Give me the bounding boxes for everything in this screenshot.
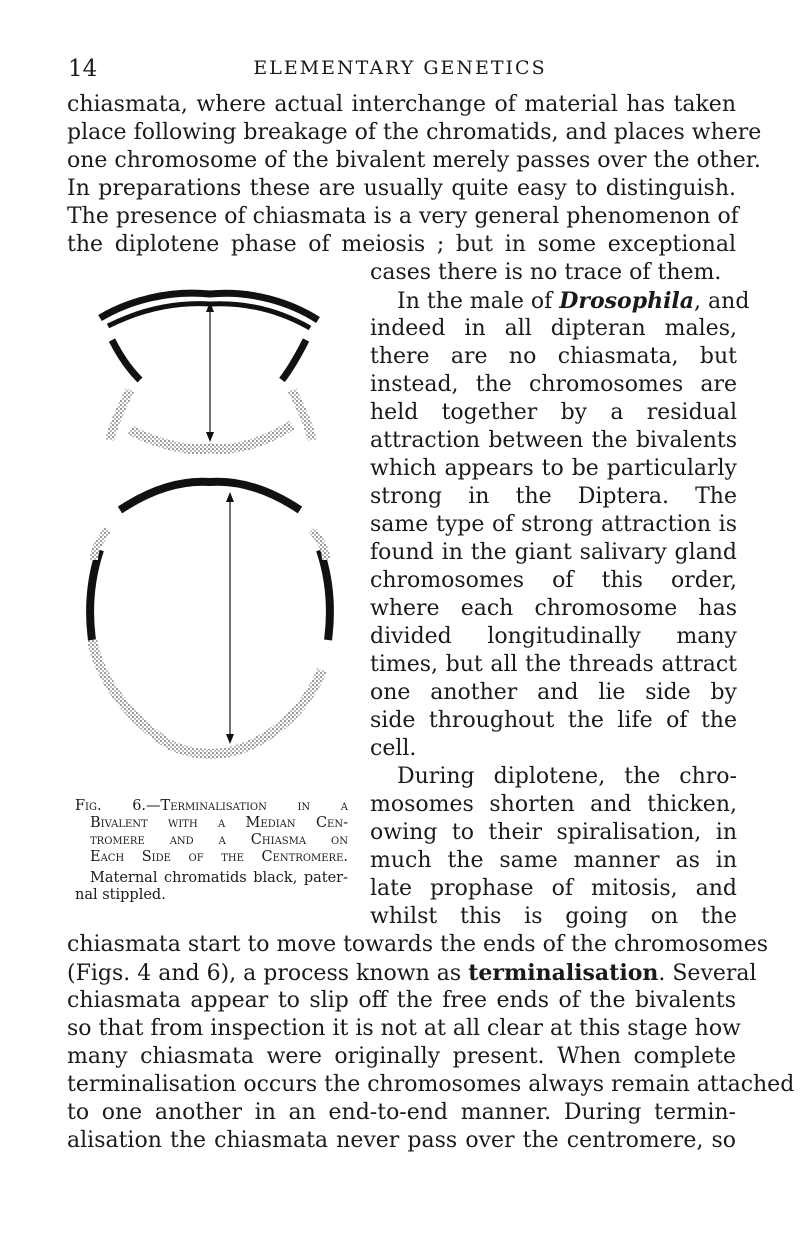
- text-line: chiasmata appear to slip off the free ends of the bivalents: [67, 988, 736, 1013]
- text-line: During diplotene, the chro-: [397, 764, 737, 789]
- text-line: attraction between the bivalents: [370, 428, 737, 453]
- text-line: cases there is no trace of them.: [370, 260, 722, 285]
- text-line: much the same manner as in: [370, 848, 737, 873]
- text-fragment: In the male of: [397, 289, 553, 314]
- text-line: to one another in an end-to-end manner. During termin-: [67, 1100, 736, 1125]
- text-line: chromosomes of this order,: [370, 568, 737, 593]
- text-line: indeed in all dipteran males,: [370, 316, 737, 341]
- text-line: place following breakage of the chromatids, and places where: [67, 120, 762, 145]
- text-line: cell.: [370, 736, 417, 761]
- text-line: owing to their spiralisation, in: [370, 820, 737, 845]
- figure-caption-line: Fig. 6.—Terminalisation in a: [75, 798, 348, 814]
- figure-caption-line: tromere and a Chiasma on: [90, 832, 348, 848]
- maternal-chromatid: [282, 340, 306, 380]
- text-fragment: , and: [694, 289, 750, 314]
- text-line: [67, 959, 757, 987]
- text-fragment: (Figs. 4 and 6), a process known as: [67, 961, 462, 986]
- figure-note-line: nal stippled.: [75, 887, 166, 903]
- maternal-chromatid: [120, 482, 300, 510]
- text-line: which appears to be particularly: [370, 456, 737, 481]
- text-line: one chromosome of the bivalent merely passes over the other.: [67, 148, 761, 173]
- arrow-down-icon: [206, 432, 214, 442]
- figure-caption-line: Each Side of the Centromere.: [90, 849, 348, 865]
- text-line: where each chromosome has: [370, 596, 737, 621]
- text-line: one another and lie side by: [370, 680, 737, 705]
- text-line: same type of strong attraction is: [370, 512, 737, 537]
- text-line: instead, the chromosomes are: [370, 372, 737, 397]
- paternal-chromatid: [292, 390, 312, 440]
- paternal-chromatid: [110, 390, 130, 440]
- maternal-chromatid: [112, 340, 140, 380]
- text-line: mosomes shorten and thicken,: [370, 792, 737, 817]
- text-line: side throughout the life of the: [370, 708, 737, 733]
- text-line: found in the giant salivary gland: [370, 540, 737, 565]
- maternal-chromatid: [90, 550, 100, 640]
- text-line: held together by a residual: [370, 400, 737, 425]
- text-line: whilst this is going on the: [370, 904, 737, 929]
- maternal-chromatid: [320, 550, 330, 640]
- bivalent-figure: [60, 280, 360, 780]
- text-line: times, but all the threads attract: [370, 652, 737, 677]
- text-line: strong in the Diptera. The: [370, 484, 737, 509]
- bold-term: terminalisation: [468, 960, 659, 986]
- text-fragment: . Several: [658, 961, 757, 986]
- text-line: terminalisation occurs the chromosomes always remain attached: [67, 1072, 795, 1097]
- text-line: late prophase of mitosis, and: [370, 876, 737, 901]
- paternal-chromatid: [92, 640, 322, 754]
- upper-bivalent: [100, 293, 318, 449]
- text-line: In preparations these are usually quite easy to distinguish.: [67, 176, 736, 201]
- text-line: many chiasmata were originally present. When complete: [67, 1044, 736, 1069]
- arrow-up-icon: [226, 492, 234, 502]
- text-line: The presence of chiasmata is a very general phenomenon of: [67, 204, 739, 229]
- text-line: so that from inspection it is not at all clear at this stage how: [67, 1016, 741, 1041]
- lower-bivalent: [90, 482, 330, 754]
- arrow-down-icon: [226, 734, 234, 744]
- text-line: chiasmata start to move towards the ends of the chromosomes: [67, 932, 769, 957]
- page-number: 14: [68, 56, 98, 82]
- italic-genus-name: Drosophila: [559, 288, 695, 314]
- text-line: chiasmata, where actual interchange of material has taken: [67, 92, 736, 117]
- running-head: ELEMENTARY GENETICS: [253, 57, 547, 79]
- text-line: the diplotene phase of meiosis ; but in some exceptional: [67, 232, 736, 257]
- text-line: divided longitudinally many: [370, 624, 737, 649]
- figure-caption-line: Bivalent with a Median Cen-: [90, 815, 348, 831]
- text-line: alisation the chiasmata never pass over the centromere, so: [67, 1128, 736, 1153]
- figure-note-line: Maternal chromatids black, pater-: [90, 870, 348, 886]
- text-line: there are no chiasmata, but: [370, 344, 737, 369]
- text-line: [397, 287, 750, 315]
